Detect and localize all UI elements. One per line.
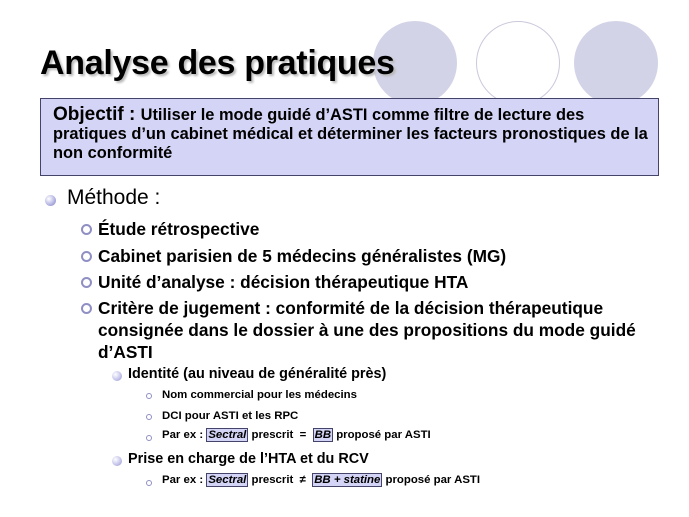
bullet-icon bbox=[45, 195, 56, 206]
method-heading: Méthode : bbox=[67, 186, 161, 209]
bullet-ring-icon bbox=[81, 303, 92, 314]
bullet-ring-icon bbox=[81, 251, 92, 262]
bullet-ring-icon bbox=[81, 277, 92, 288]
drug-highlight: Sectral bbox=[208, 474, 247, 486]
identity-example bbox=[162, 429, 431, 441]
objective-text: Utiliser le mode guidé d’ASTI comme filtre de lecture des pratiques d’un cabinet médical et déterminer les facteurs pronostiques de la non conformité bbox=[53, 106, 648, 162]
method-item-2: Cabinet parisien de 5 médecins généralistes (MG) bbox=[98, 246, 507, 266]
slide-title: Analyse des pratiques bbox=[40, 44, 395, 82]
bullet-ring-icon bbox=[146, 435, 152, 441]
drug-highlight: Sectral bbox=[208, 429, 247, 441]
bullet-ring-icon bbox=[146, 414, 152, 420]
method-item-4: Critère de jugement : conformité de la décision thérapeutique consignée dans le dossier à une des propositions du mode guidé d’ASTI bbox=[98, 298, 636, 362]
care-heading: Prise en charge de l’HTA et du RCV bbox=[128, 451, 369, 467]
example-mid: prescrit = bbox=[248, 429, 313, 441]
objective-box bbox=[40, 98, 659, 176]
method-item-3: Unité d’analyse : décision thérapeutique HTA bbox=[98, 272, 469, 292]
identity-heading: Identité (au niveau de généralité près) bbox=[128, 366, 387, 382]
method-item-1: Étude rétrospective bbox=[98, 219, 260, 239]
example-suffix: proposé par ASTI bbox=[382, 474, 481, 486]
objective-label: Objectif : bbox=[53, 104, 141, 125]
decor-circle-3 bbox=[574, 21, 658, 105]
example-mid: prescrit ≠ bbox=[248, 474, 313, 486]
proposal-highlight: BB bbox=[314, 429, 332, 441]
bullet-ring-icon bbox=[146, 480, 152, 486]
identity-item-2: DCI pour ASTI et les RPC bbox=[162, 410, 299, 422]
proposal-highlight: BB + statine bbox=[314, 474, 381, 486]
example-prefix: Par ex : bbox=[162, 474, 207, 486]
identity-item-1: Nom commercial pour les médecins bbox=[162, 389, 357, 401]
bullet-ring-icon bbox=[146, 393, 152, 399]
bullet-ring-icon bbox=[81, 224, 92, 235]
care-example bbox=[162, 474, 480, 486]
bullet-icon bbox=[112, 371, 122, 381]
example-prefix: Par ex : bbox=[162, 429, 207, 441]
decor-circle-2 bbox=[476, 21, 560, 105]
example-suffix: proposé par ASTI bbox=[333, 429, 431, 441]
bullet-icon bbox=[112, 456, 122, 466]
